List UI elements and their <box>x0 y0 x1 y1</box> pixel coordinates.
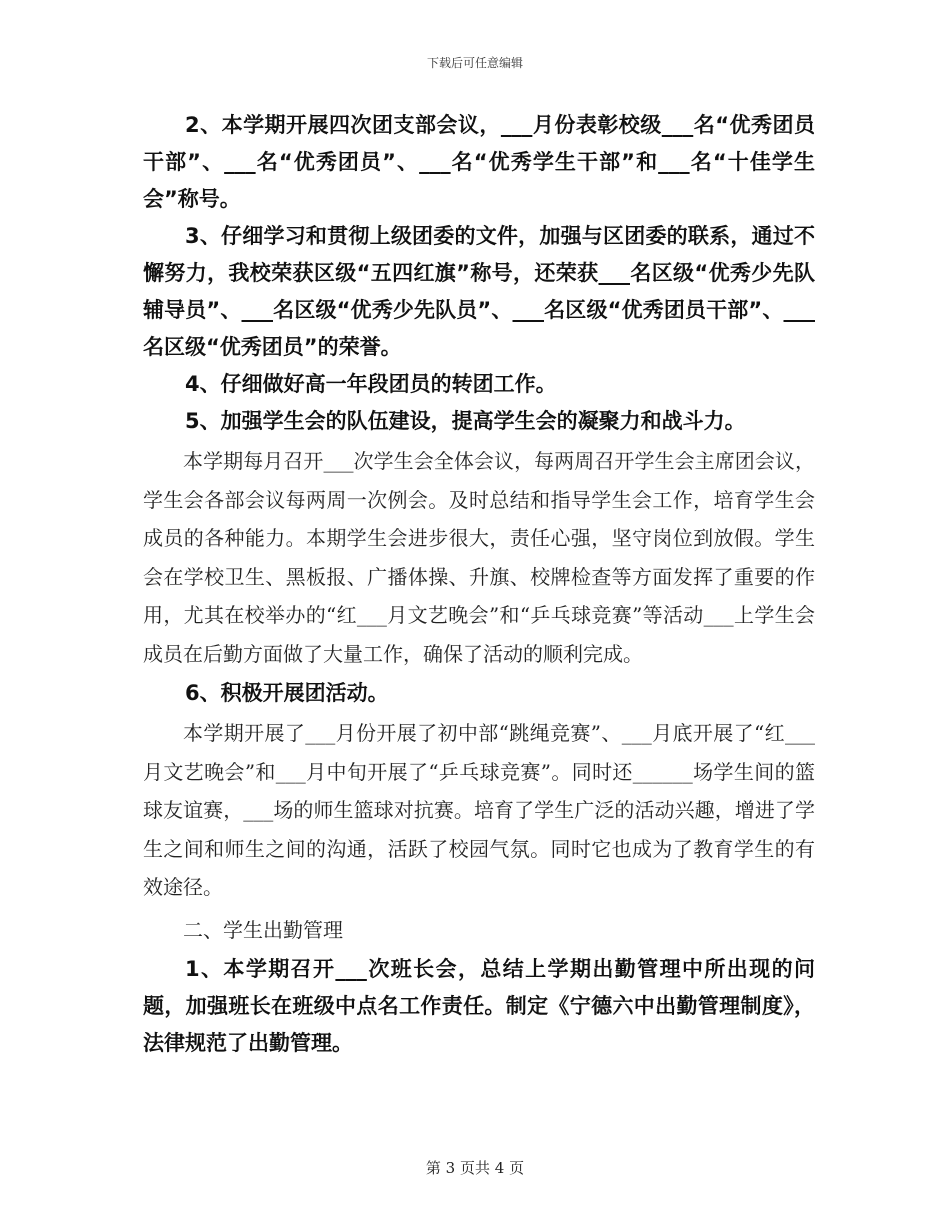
page-header: 下载后可任意编辑 <box>426 56 523 70</box>
section-heading-attendance: 二、学生出勤管理 <box>183 917 343 942</box>
paragraph-item-3: 3、仔细学习和贯彻上级团委的文件，加强与区团委的联系，通过不懈努力，我校荣获区级“五四红旗”称号，还荣获___名区级“优秀少先队辅导员”、___名区级“优秀少先队员”、___名区级“优秀团员干部”、___名区级“优秀团员”的荣誉。 <box>143 224 815 359</box>
paragraph-attendance-1: 1、本学期召开___次班长会，总结上学期出勤管理中所出现的问题，加强班长在班级中点名工作责任。制定《宁德六中出勤管理制度》，法律规范了出勤管理。 <box>143 957 815 1055</box>
paragraph-item-5: 5、加强学生会的队伍建设，提高学生会的凝聚力和战斗力。 <box>185 409 746 433</box>
paragraph-student-union: 本学期每月召开___次学生会全体会议，每两周召开学生会主席团会议，学生会各部会议每两周一次例会。及时总结和指导学生会工作，培育学生会成员的各种能力。本期学生会进步很大，责任心强，坚守岗位到放假。学生会在学校卫生、黑板报、广播体操、升旗、校牌检查等方面发挥了重要的作用，尤其在校举办的“红___月文艺晚会”和“乒乓球竞赛”等活动___上学生会成员在后勤方面做了大量工作，确保了活动的顺利完成。 <box>143 449 815 666</box>
paragraph-item-4: 4、仔细做好高一年段团员的转团工作。 <box>185 372 557 396</box>
document-body <box>143 107 815 1062</box>
paragraph-item-2: 2、本学期开展四次团支部会议，___月份表彰校级___名“优秀团员干部”、___名“优秀团员”、___名“优秀学生干部”和___名“十佳学生会”称号。 <box>143 113 815 211</box>
paragraph-activities: 本学期开展了___月份开展了初中部“跳绳竞赛”、___月底开展了“红___月文艺晚会”和___月中旬开展了“乒乓球竞赛”。同时还______场学生间的篮球友谊赛，___场的师生篮球对抗赛。培育了学生广泛的活动兴趣，增进了学生之间和师生之间的沟通，活跃了校园气氛。同时它也成为了教育学生的有效途径。 <box>143 721 815 899</box>
paragraph-item-6: 6、积极开展团活动。 <box>185 681 389 705</box>
page-footer: 第 3 页共 4 页 <box>425 1159 525 1177</box>
